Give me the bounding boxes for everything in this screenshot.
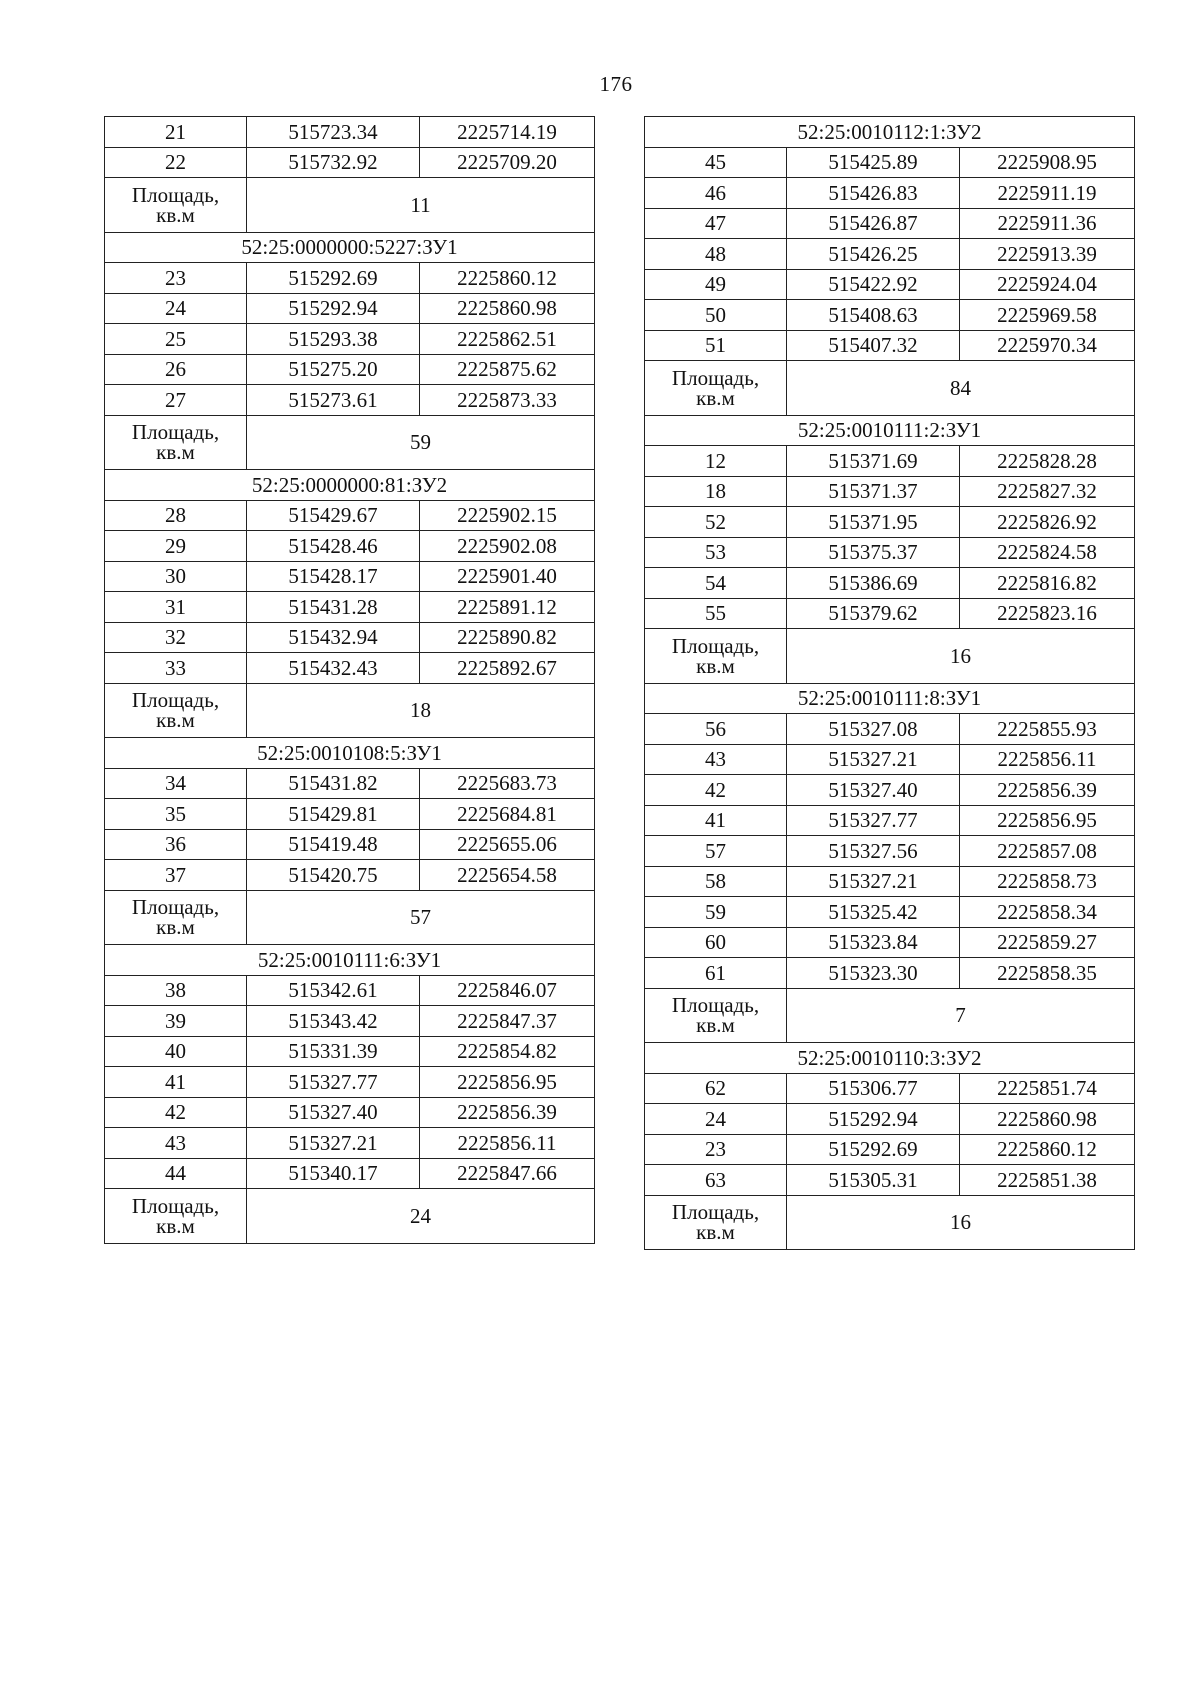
y-coordinate-cell: 2225856.11 [420, 1128, 595, 1159]
x-coordinate-cell: 515419.48 [247, 829, 420, 860]
point-row [645, 147, 1135, 178]
point-row [645, 775, 1135, 806]
y-coordinate-cell: 2225856.95 [420, 1067, 595, 1098]
point-number-cell: 39 [105, 1006, 247, 1037]
x-coordinate-cell: 515343.42 [247, 1006, 420, 1037]
point-number-cell: 23 [645, 1134, 787, 1165]
point-number-cell: 30 [105, 561, 247, 592]
x-coordinate-cell: 515432.43 [247, 653, 420, 684]
y-coordinate-cell: 2225714.19 [420, 117, 595, 148]
x-coordinate-cell: 515327.77 [787, 805, 960, 836]
x-coordinate-cell: 515273.61 [247, 385, 420, 416]
y-coordinate-cell: 2225911.19 [960, 178, 1135, 209]
x-coordinate-cell: 515323.30 [787, 958, 960, 989]
parcel-header-row [105, 470, 595, 501]
x-coordinate-cell: 515325.42 [787, 897, 960, 928]
point-number-cell: 46 [645, 178, 787, 209]
x-coordinate-cell: 515340.17 [247, 1158, 420, 1189]
point-row [645, 805, 1135, 836]
point-number-cell: 43 [105, 1128, 247, 1159]
x-coordinate-cell: 515371.37 [787, 476, 960, 507]
point-row [645, 744, 1135, 775]
x-coordinate-cell: 515327.40 [247, 1097, 420, 1128]
point-number-cell: 62 [645, 1073, 787, 1104]
point-row [105, 293, 595, 324]
point-row [105, 147, 595, 178]
y-coordinate-cell: 2225847.66 [420, 1158, 595, 1189]
point-number-cell: 51 [645, 330, 787, 361]
y-coordinate-cell: 2225860.98 [960, 1104, 1135, 1135]
area-value-cell: 24 [247, 1189, 595, 1244]
y-coordinate-cell: 2225856.11 [960, 744, 1135, 775]
point-row [645, 446, 1135, 477]
point-row [645, 598, 1135, 629]
point-row [645, 537, 1135, 568]
point-row [105, 500, 595, 531]
point-row [105, 622, 595, 653]
x-coordinate-cell: 515426.87 [787, 208, 960, 239]
point-row [645, 568, 1135, 599]
point-row [105, 354, 595, 385]
x-coordinate-cell: 515371.69 [787, 446, 960, 477]
point-row [105, 592, 595, 623]
point-row [645, 866, 1135, 897]
point-number-cell: 41 [645, 805, 787, 836]
y-coordinate-cell: 2225859.27 [960, 927, 1135, 958]
point-number-cell: 44 [105, 1158, 247, 1189]
point-row [645, 269, 1135, 300]
point-number-cell: 49 [645, 269, 787, 300]
area-row [645, 361, 1135, 416]
y-coordinate-cell: 2225854.82 [420, 1036, 595, 1067]
point-number-cell: 21 [105, 117, 247, 148]
parcel-cadastral-number: 52:25:0010111:8:ЗУ1 [645, 683, 1135, 714]
y-coordinate-cell: 2225858.34 [960, 897, 1135, 928]
x-coordinate-cell: 515723.34 [247, 117, 420, 148]
area-label-cell: Площадь, кв.м [645, 1195, 787, 1250]
page-number: 176 [599, 72, 633, 96]
x-coordinate-cell: 515292.69 [247, 263, 420, 294]
x-coordinate-cell: 515426.83 [787, 178, 960, 209]
coordinates-table-right [644, 116, 1135, 1250]
y-coordinate-cell: 2225823.16 [960, 598, 1135, 629]
x-coordinate-cell: 515379.62 [787, 598, 960, 629]
x-coordinate-cell: 515375.37 [787, 537, 960, 568]
point-row [645, 330, 1135, 361]
point-number-cell: 32 [105, 622, 247, 653]
y-coordinate-cell: 2225856.39 [960, 775, 1135, 806]
point-number-cell: 26 [105, 354, 247, 385]
point-number-cell: 55 [645, 598, 787, 629]
point-row [645, 836, 1135, 867]
point-row [645, 897, 1135, 928]
x-coordinate-cell: 515331.39 [247, 1036, 420, 1067]
point-row [105, 860, 595, 891]
point-number-cell: 38 [105, 975, 247, 1006]
x-coordinate-cell: 515420.75 [247, 860, 420, 891]
y-coordinate-cell: 2225855.93 [960, 714, 1135, 745]
area-label-cell: Площадь, кв.м [645, 629, 787, 684]
area-label-cell: Площадь, кв.м [105, 890, 247, 945]
point-row [645, 300, 1135, 331]
point-number-cell: 25 [105, 324, 247, 355]
y-coordinate-cell: 2225875.62 [420, 354, 595, 385]
x-coordinate-cell: 515432.94 [247, 622, 420, 653]
x-coordinate-cell: 515275.20 [247, 354, 420, 385]
point-row [105, 263, 595, 294]
parcel-header-row [105, 232, 595, 263]
area-row [105, 683, 595, 738]
y-coordinate-cell: 2225654.58 [420, 860, 595, 891]
parcel-header-row [105, 738, 595, 769]
area-value-cell: 84 [787, 361, 1135, 416]
area-value-cell: 7 [787, 988, 1135, 1043]
parcel-cadastral-number: 52:25:0000000:5227:ЗУ1 [105, 232, 595, 263]
point-row [645, 208, 1135, 239]
y-coordinate-cell: 2225858.35 [960, 958, 1135, 989]
x-coordinate-cell: 515327.21 [787, 744, 960, 775]
point-number-cell: 12 [645, 446, 787, 477]
x-coordinate-cell: 515293.38 [247, 324, 420, 355]
point-number-cell: 28 [105, 500, 247, 531]
y-coordinate-cell: 2225911.36 [960, 208, 1135, 239]
area-value-cell: 57 [247, 890, 595, 945]
area-label-cell: Площадь, кв.м [105, 1189, 247, 1244]
y-coordinate-cell: 2225851.74 [960, 1073, 1135, 1104]
y-coordinate-cell: 2225683.73 [420, 768, 595, 799]
point-number-cell: 24 [105, 293, 247, 324]
parcel-header-row [645, 1043, 1135, 1074]
x-coordinate-cell: 515327.08 [787, 714, 960, 745]
point-row [645, 1104, 1135, 1135]
point-number-cell: 52 [645, 507, 787, 538]
point-row [645, 507, 1135, 538]
point-row [645, 239, 1135, 270]
point-number-cell: 58 [645, 866, 787, 897]
point-number-cell: 42 [105, 1097, 247, 1128]
x-coordinate-cell: 515327.21 [787, 866, 960, 897]
x-coordinate-cell: 515342.61 [247, 975, 420, 1006]
y-coordinate-cell: 2225901.40 [420, 561, 595, 592]
point-number-cell: 57 [645, 836, 787, 867]
y-coordinate-cell: 2225709.20 [420, 147, 595, 178]
area-row [105, 890, 595, 945]
x-coordinate-cell: 515431.28 [247, 592, 420, 623]
y-coordinate-cell: 2225891.12 [420, 592, 595, 623]
y-coordinate-cell: 2225655.06 [420, 829, 595, 860]
point-number-cell: 63 [645, 1165, 787, 1196]
area-row [105, 415, 595, 470]
y-coordinate-cell: 2225890.82 [420, 622, 595, 653]
point-row [645, 927, 1135, 958]
point-row [645, 476, 1135, 507]
x-coordinate-cell: 515327.21 [247, 1128, 420, 1159]
y-coordinate-cell: 2225816.82 [960, 568, 1135, 599]
y-coordinate-cell: 2225924.04 [960, 269, 1135, 300]
point-number-cell: 48 [645, 239, 787, 270]
point-row [105, 561, 595, 592]
x-coordinate-cell: 515426.25 [787, 239, 960, 270]
parcel-cadastral-number: 52:25:0000000:81:ЗУ2 [105, 470, 595, 501]
x-coordinate-cell: 515429.81 [247, 799, 420, 830]
y-coordinate-cell: 2225827.32 [960, 476, 1135, 507]
point-row [105, 385, 595, 416]
area-value-cell: 18 [247, 683, 595, 738]
parcel-cadastral-number: 52:25:0010112:1:ЗУ2 [645, 117, 1135, 148]
y-coordinate-cell: 2225856.95 [960, 805, 1135, 836]
x-coordinate-cell: 515429.67 [247, 500, 420, 531]
point-number-cell: 18 [645, 476, 787, 507]
point-number-cell: 40 [105, 1036, 247, 1067]
parcel-header-row [645, 117, 1135, 148]
x-coordinate-cell: 515327.56 [787, 836, 960, 867]
point-row [105, 1067, 595, 1098]
point-row [105, 1158, 595, 1189]
point-number-cell: 45 [645, 147, 787, 178]
area-row [105, 1189, 595, 1244]
x-coordinate-cell: 515327.77 [247, 1067, 420, 1098]
y-coordinate-cell: 2225892.67 [420, 653, 595, 684]
point-number-cell: 50 [645, 300, 787, 331]
x-coordinate-cell: 515425.89 [787, 147, 960, 178]
coordinates-table-left [104, 116, 595, 1244]
y-coordinate-cell: 2225913.39 [960, 239, 1135, 270]
parcel-cadastral-number: 52:25:0010110:3:ЗУ2 [645, 1043, 1135, 1074]
area-value-cell: 16 [787, 629, 1135, 684]
point-row [105, 653, 595, 684]
point-number-cell: 41 [105, 1067, 247, 1098]
y-coordinate-cell: 2225860.98 [420, 293, 595, 324]
y-coordinate-cell: 2225851.38 [960, 1165, 1135, 1196]
point-row [645, 1134, 1135, 1165]
area-label-cell: Площадь, кв.м [105, 415, 247, 470]
area-value-cell: 16 [787, 1195, 1135, 1250]
area-row [645, 629, 1135, 684]
parcel-cadastral-number: 52:25:0010111:2:ЗУ1 [645, 415, 1135, 446]
point-row [645, 1165, 1135, 1196]
point-number-cell: 31 [105, 592, 247, 623]
area-row [645, 988, 1135, 1043]
point-number-cell: 56 [645, 714, 787, 745]
y-coordinate-cell: 2225824.58 [960, 537, 1135, 568]
x-coordinate-cell: 515292.94 [247, 293, 420, 324]
point-row [645, 178, 1135, 209]
point-row [645, 1073, 1135, 1104]
y-coordinate-cell: 2225684.81 [420, 799, 595, 830]
area-label-cell: Площадь, кв.м [645, 361, 787, 416]
point-row [645, 714, 1135, 745]
parcel-header-row [645, 683, 1135, 714]
point-number-cell: 29 [105, 531, 247, 562]
x-coordinate-cell: 515732.92 [247, 147, 420, 178]
x-coordinate-cell: 515292.69 [787, 1134, 960, 1165]
point-number-cell: 36 [105, 829, 247, 860]
point-row [105, 799, 595, 830]
point-number-cell: 54 [645, 568, 787, 599]
x-coordinate-cell: 515407.32 [787, 330, 960, 361]
y-coordinate-cell: 2225857.08 [960, 836, 1135, 867]
area-label-cell: Площадь, кв.м [645, 988, 787, 1043]
point-row [105, 1097, 595, 1128]
point-row [105, 1036, 595, 1067]
point-number-cell: 59 [645, 897, 787, 928]
y-coordinate-cell: 2225847.37 [420, 1006, 595, 1037]
point-number-cell: 47 [645, 208, 787, 239]
point-number-cell: 61 [645, 958, 787, 989]
point-number-cell: 33 [105, 653, 247, 684]
x-coordinate-cell: 515428.46 [247, 531, 420, 562]
point-number-cell: 42 [645, 775, 787, 806]
y-coordinate-cell: 2225902.15 [420, 500, 595, 531]
point-row [105, 768, 595, 799]
x-coordinate-cell: 515428.17 [247, 561, 420, 592]
y-coordinate-cell: 2225970.34 [960, 330, 1135, 361]
area-row [105, 178, 595, 233]
x-coordinate-cell: 515386.69 [787, 568, 960, 599]
point-row [105, 975, 595, 1006]
point-number-cell: 34 [105, 768, 247, 799]
point-row [105, 531, 595, 562]
point-number-cell: 23 [105, 263, 247, 294]
x-coordinate-cell: 515371.95 [787, 507, 960, 538]
x-coordinate-cell: 515422.92 [787, 269, 960, 300]
point-number-cell: 35 [105, 799, 247, 830]
y-coordinate-cell: 2225862.51 [420, 324, 595, 355]
y-coordinate-cell: 2225902.08 [420, 531, 595, 562]
x-coordinate-cell: 515327.40 [787, 775, 960, 806]
y-coordinate-cell: 2225856.39 [420, 1097, 595, 1128]
point-number-cell: 37 [105, 860, 247, 891]
y-coordinate-cell: 2225860.12 [420, 263, 595, 294]
point-row [105, 324, 595, 355]
y-coordinate-cell: 2225873.33 [420, 385, 595, 416]
x-coordinate-cell: 515323.84 [787, 927, 960, 958]
point-number-cell: 27 [105, 385, 247, 416]
x-coordinate-cell: 515292.94 [787, 1104, 960, 1135]
y-coordinate-cell: 2225858.73 [960, 866, 1135, 897]
point-row [105, 1128, 595, 1159]
area-label-cell: Площадь, кв.м [105, 178, 247, 233]
x-coordinate-cell: 515408.63 [787, 300, 960, 331]
x-coordinate-cell: 515306.77 [787, 1073, 960, 1104]
y-coordinate-cell: 2225969.58 [960, 300, 1135, 331]
point-number-cell: 60 [645, 927, 787, 958]
point-row [105, 829, 595, 860]
x-coordinate-cell: 515305.31 [787, 1165, 960, 1196]
x-coordinate-cell: 515431.82 [247, 768, 420, 799]
y-coordinate-cell: 2225826.92 [960, 507, 1135, 538]
area-value-cell: 59 [247, 415, 595, 470]
point-row [645, 958, 1135, 989]
area-value-cell: 11 [247, 178, 595, 233]
y-coordinate-cell: 2225828.28 [960, 446, 1135, 477]
point-number-cell: 22 [105, 147, 247, 178]
y-coordinate-cell: 2225846.07 [420, 975, 595, 1006]
y-coordinate-cell: 2225908.95 [960, 147, 1135, 178]
point-row [105, 117, 595, 148]
parcel-cadastral-number: 52:25:0010108:5:ЗУ1 [105, 738, 595, 769]
parcel-header-row [645, 415, 1135, 446]
point-number-cell: 53 [645, 537, 787, 568]
parcel-header-row [105, 945, 595, 976]
point-number-cell: 24 [645, 1104, 787, 1135]
point-number-cell: 43 [645, 744, 787, 775]
y-coordinate-cell: 2225860.12 [960, 1134, 1135, 1165]
area-label-cell: Площадь, кв.м [105, 683, 247, 738]
area-row [645, 1195, 1135, 1250]
point-row [105, 1006, 595, 1037]
parcel-cadastral-number: 52:25:0010111:6:ЗУ1 [105, 945, 595, 976]
